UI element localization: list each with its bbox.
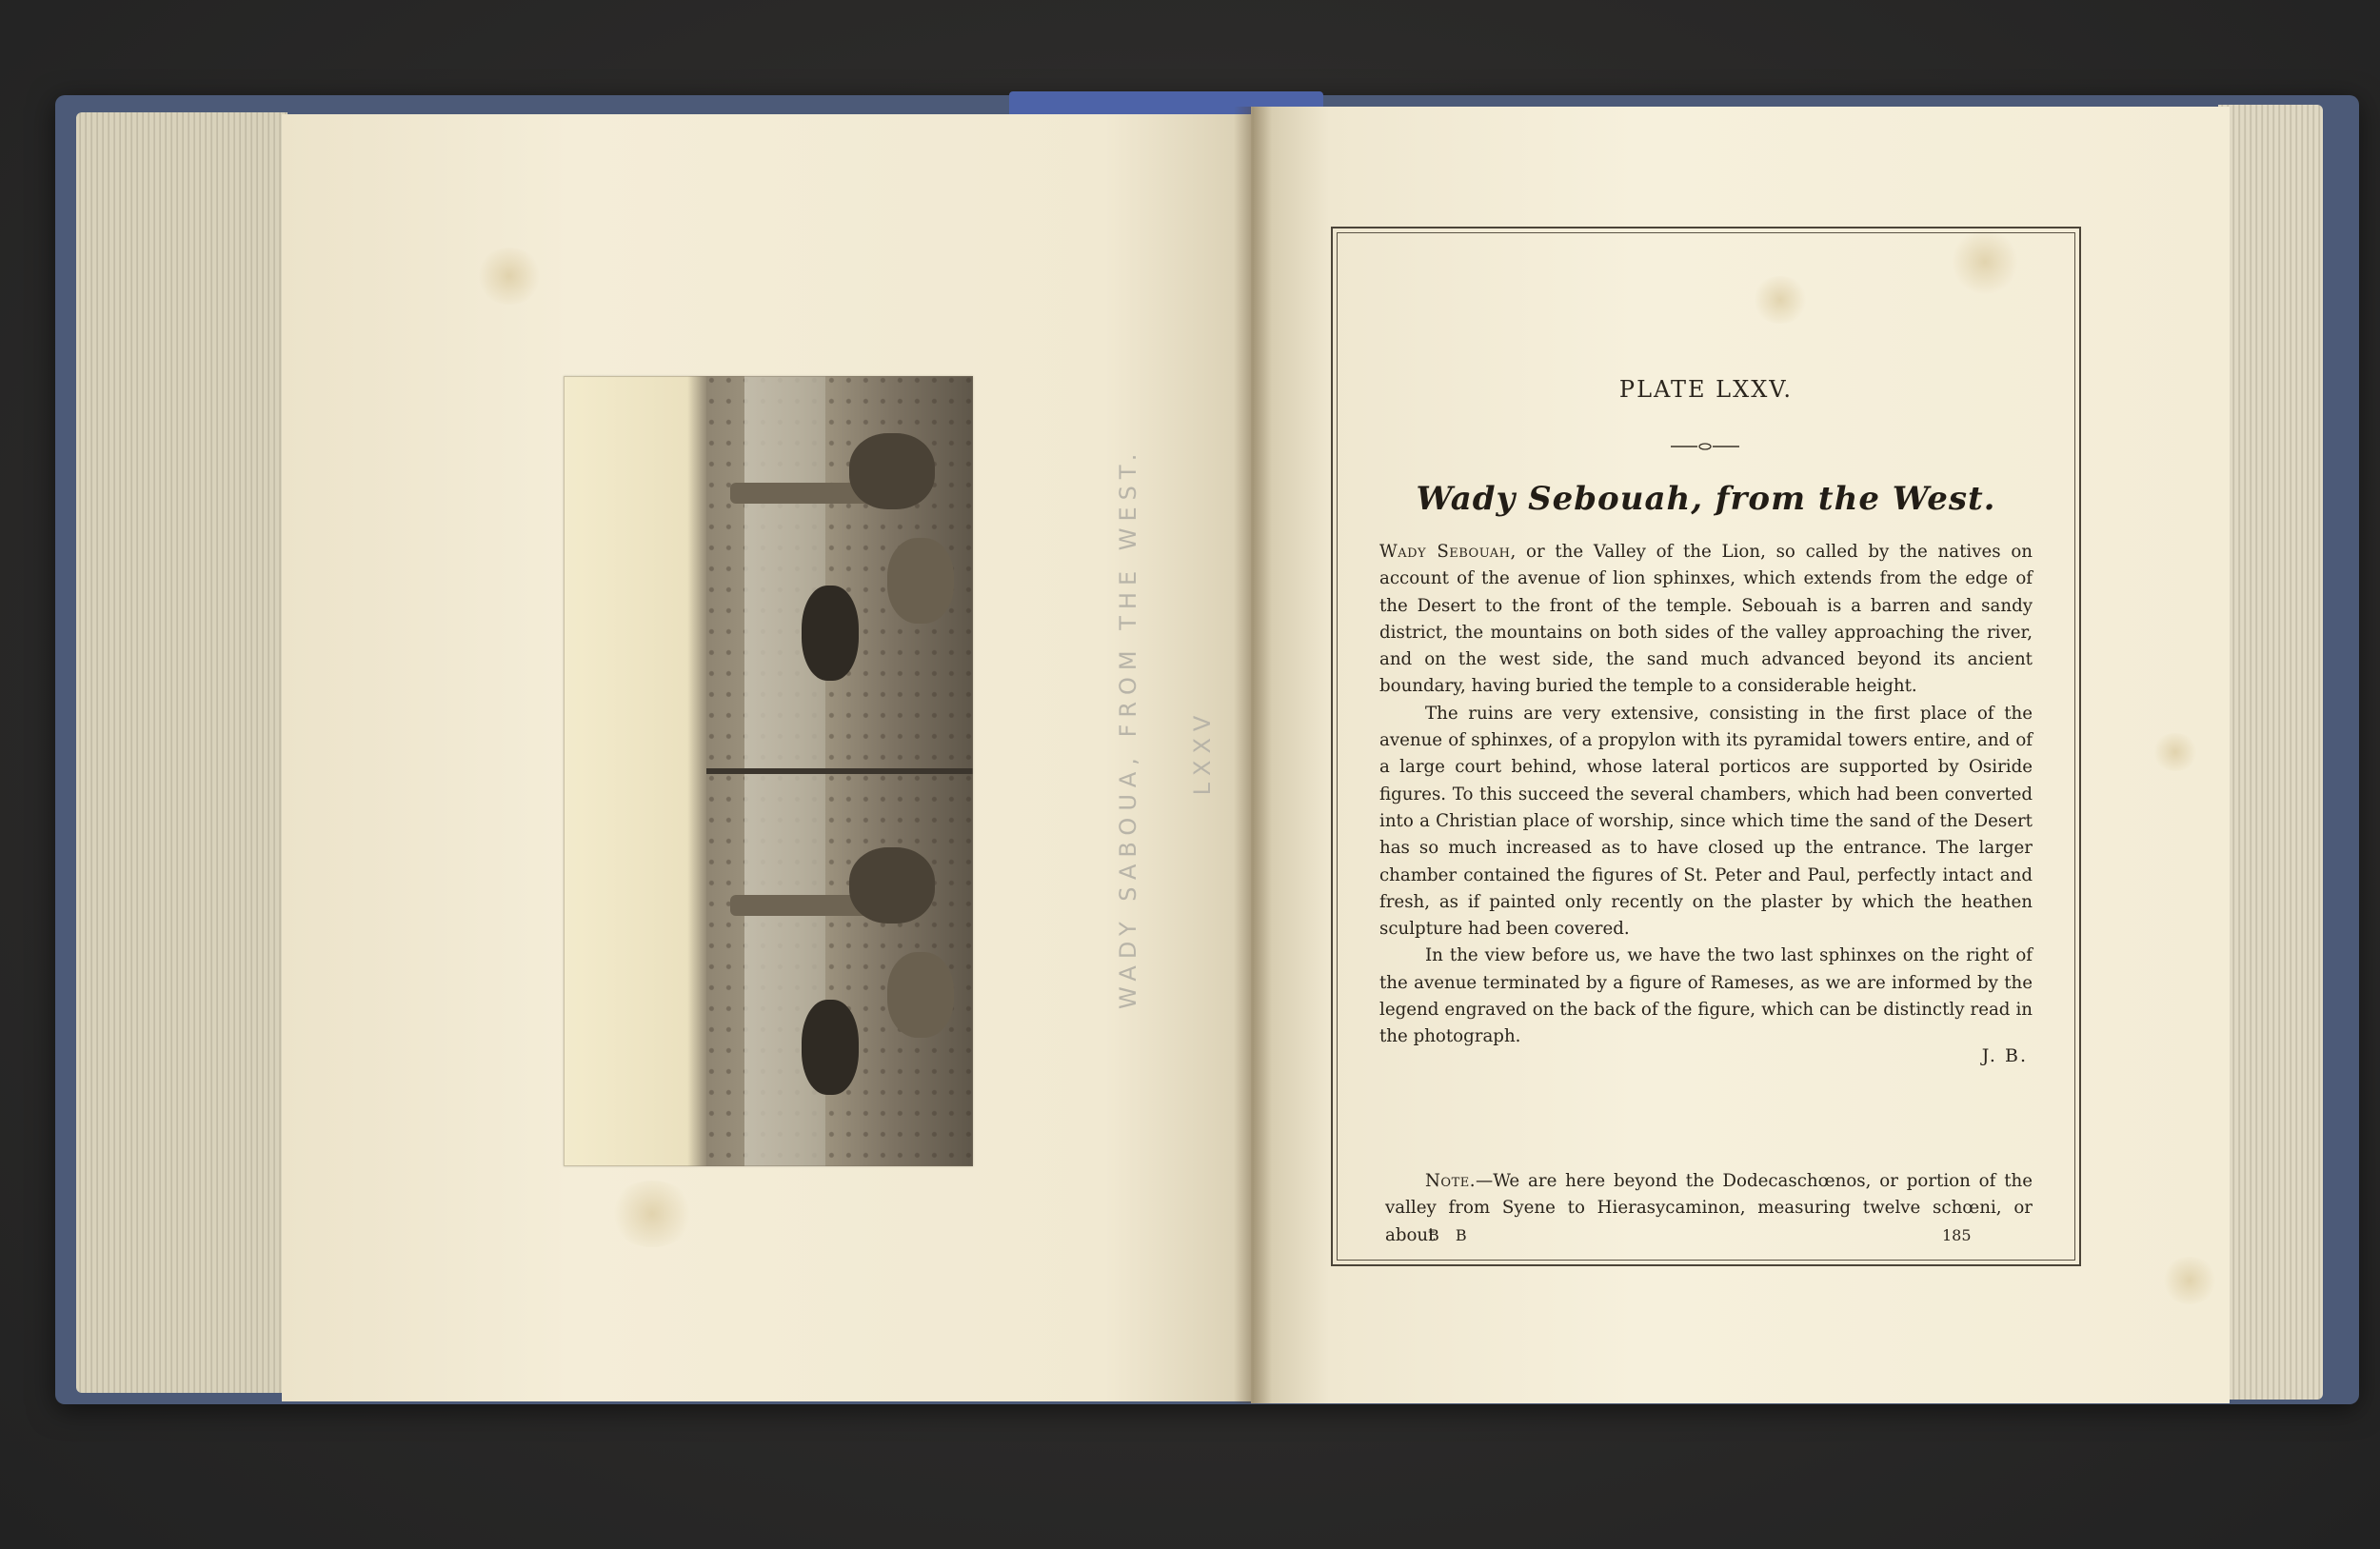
footnote xyxy=(1385,1168,2033,1249)
photo-caption-plate-number: LXXV xyxy=(1189,708,1216,796)
page-number: 185 xyxy=(1942,1226,1972,1244)
paragraph-1-text: , or the Valley of the Lion, so called by the natives on account of the avenue of lion sphinxes, which extends from the edge of the Desert to the front of the temple. Sebouah is a barren and sandy district, the mountains on both sides of the valley approaching the river, and on the west side, the sand much advanced beyond its ancient boundary, having buried the temple to a considerable height. xyxy=(1379,542,2033,697)
photo-caption-title: WADY SABOUA, FROM THE WEST. xyxy=(1115,447,1141,1009)
photo-border xyxy=(564,376,973,1166)
footnote-lead: Note. xyxy=(1425,1171,1477,1191)
right-page-edges xyxy=(2218,105,2323,1400)
footnote-body: —We are here beyond the Dodecaschœnos, or portion of the valley from Syene to Hierasycaminon, measuring twelve schœni, or about xyxy=(1385,1171,2033,1245)
body-text xyxy=(1379,539,2033,1051)
plate-label: PLATE LXXV. xyxy=(1618,376,1794,403)
paragraph-1-lead: Wady Sebouah xyxy=(1379,542,1511,562)
paragraph-2: The ruins are very extensive, consisting in the first place of the avenue of sphinxes, of a propylon with its pyramidal towers entire, and of a large court behind, whose lateral porticos are supported by Osiride figures. To this succeed the several chambers, which had been converted into a Christian place of worship, since which time the sand of the Desert has so much increased as to have closed up the entrance. The larger chamber contained the figures of St. Peter and Paul, perfectly intact and fresh, as if painted only recently on the plaster by which the heathen sculpture had been covered. xyxy=(1379,703,2033,940)
book-gutter xyxy=(1234,107,1272,1403)
foxing-stain xyxy=(476,248,543,305)
foxing-stain xyxy=(609,1181,695,1247)
author-initials: J. B. xyxy=(1981,1045,2028,1066)
left-page-edges xyxy=(76,112,288,1393)
ornament-divider xyxy=(1671,441,1739,452)
paragraph-1 xyxy=(1379,539,2033,701)
signature-mark: B B xyxy=(1428,1226,1473,1244)
vertical-caption xyxy=(1091,447,1216,1009)
footnote-text xyxy=(1385,1168,2033,1249)
paragraph-3: In the view before us, we have the two last sphinxes on the right of the avenue terminated by a figure of Rameses, as we are informed by the legend engraved on the back of the figure, which can be distinctly read in the photograph. xyxy=(1379,945,2033,1047)
page-heading: Wady Sebouah, from the West. xyxy=(1416,480,1996,518)
foxing-stain xyxy=(2152,733,2199,771)
foxing-stain xyxy=(2161,1257,2218,1304)
